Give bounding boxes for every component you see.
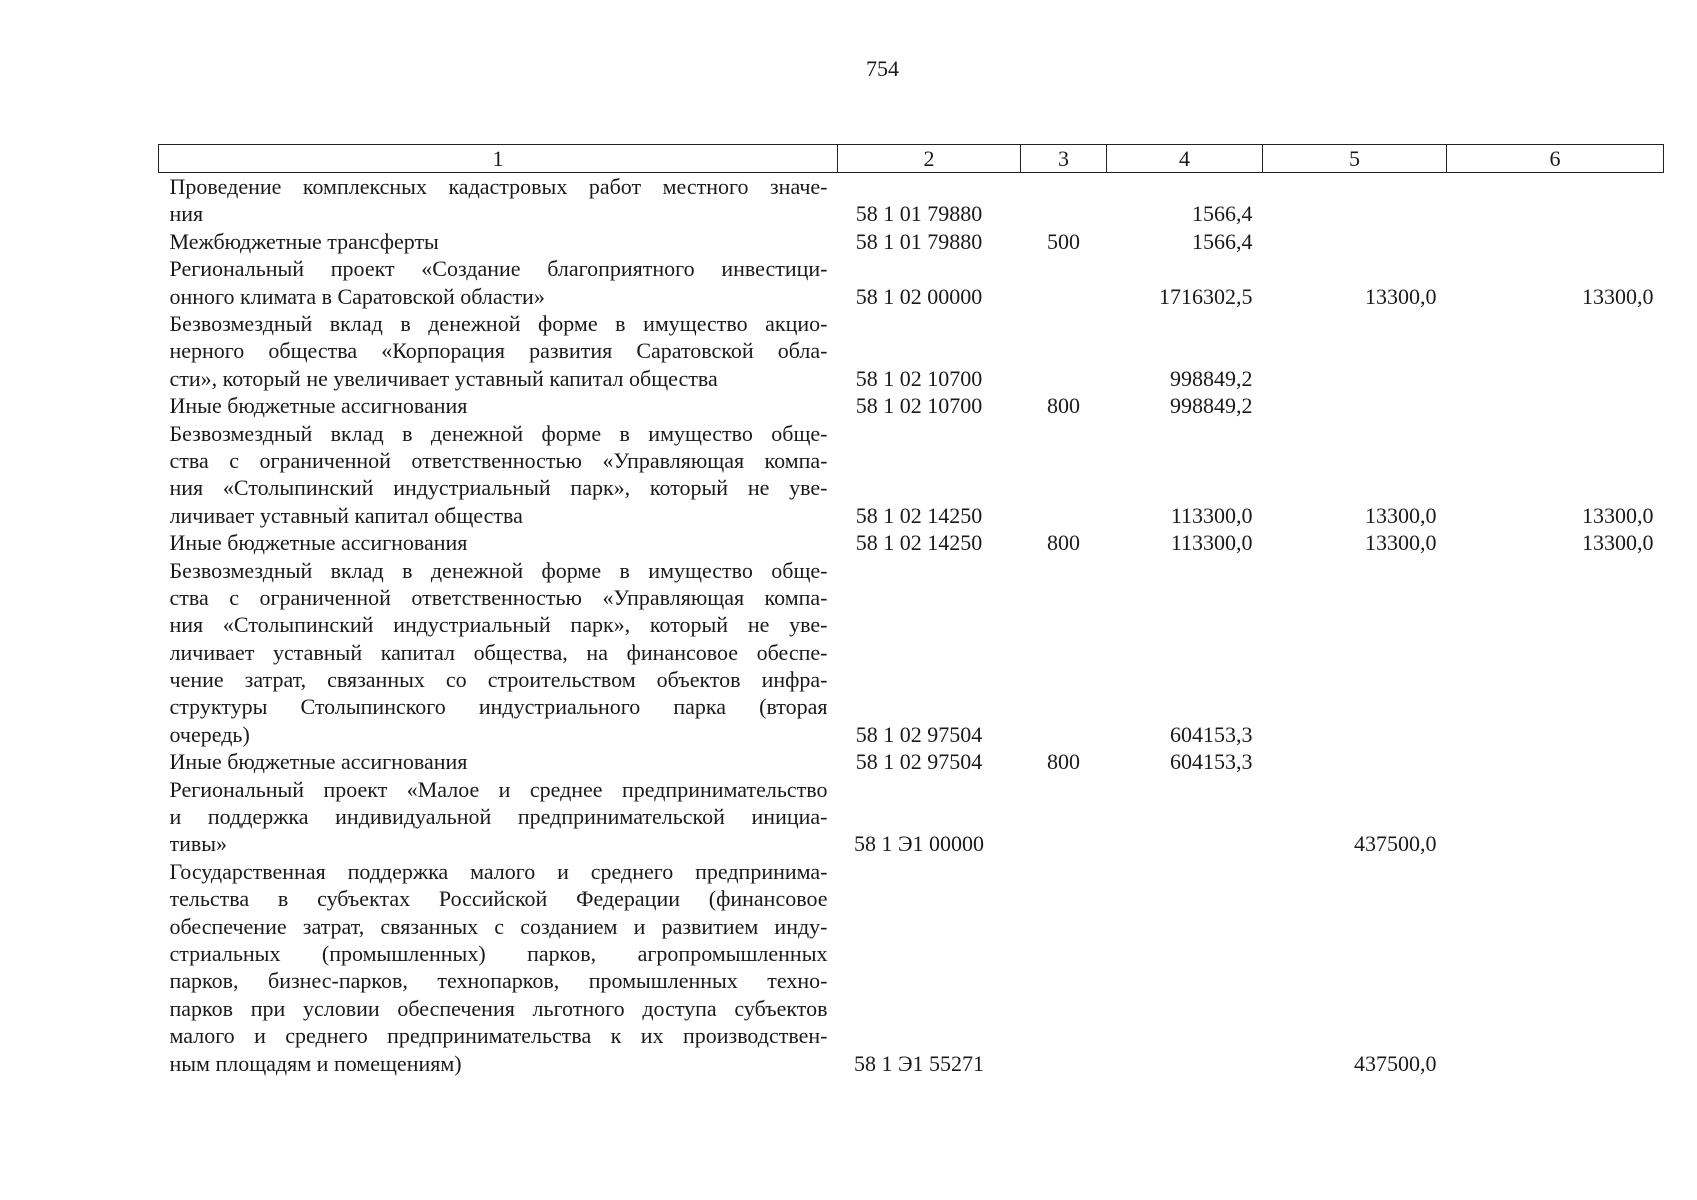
row-value-col6: 13300,0	[1582, 530, 1654, 556]
row-name-cell	[159, 529, 838, 556]
row-value-col6	[1447, 557, 1664, 749]
row-type-cell	[1021, 776, 1107, 858]
row-name-line: Региональный проект «Малое и среднее предпринимательство	[169, 776, 828, 802]
row-value-col4: 604153,3	[1170, 749, 1253, 775]
row-name-line: Иные бюджетные ассигнования	[169, 749, 468, 775]
row-name-line: очередь)	[169, 721, 250, 747]
row-name-line: Проведение комплексных кадастровых работ местного значе-	[169, 174, 828, 199]
row-name-line: Безвозмездный вклад в денежной форме в имущество обще-	[169, 420, 828, 446]
row-type-cell: 800	[1047, 393, 1080, 419]
row-value-col4: 998849,2	[1170, 393, 1253, 419]
row-name-line: личивает уставный капитал общества, на финансовое обеспе-	[169, 639, 828, 665]
row-code-cell: 58 1 Э1 00000	[853, 831, 985, 857]
row-name-line: Иные бюджетные ассигнования	[169, 393, 468, 419]
row-type-cell: 800	[1047, 749, 1080, 775]
row-type-cell: 500	[1047, 228, 1080, 254]
row-value-col5	[1263, 557, 1447, 749]
row-name-line: парков, бизнес-парков, технопарков, промышленных техно-	[169, 968, 828, 994]
table-row	[159, 392, 1664, 419]
page-number: 754	[866, 56, 899, 81]
row-type-cell	[1021, 173, 1107, 228]
row-name-line: ния	[169, 201, 204, 227]
row-value-col5	[1263, 173, 1447, 228]
row-code-cell: 58 1 02 97504	[855, 749, 983, 775]
row-name-line: ства с ограниченной ответственностью «Управляющая компа-	[169, 584, 828, 610]
row-value-col4: 1566,4	[1192, 201, 1253, 227]
row-name-line: ным площадям и помещениям)	[169, 1050, 462, 1076]
row-name-line: чение затрат, связанных со строительством объектов инфра-	[169, 667, 828, 693]
row-value-col4	[1107, 776, 1263, 858]
row-name-line: сти», который не увеличивает уставный капитал общества	[169, 365, 718, 391]
table-row	[159, 748, 1664, 775]
row-name-cell	[159, 557, 838, 749]
row-value-col6	[1447, 228, 1664, 255]
table-row	[159, 529, 1664, 556]
row-name-cell	[159, 420, 838, 530]
row-name-line: Государственная поддержка малого и среднего предпринима-	[169, 858, 828, 884]
row-name-line: парков при условии обеспечения льготного доступа субъектов	[169, 995, 828, 1021]
table-row	[159, 310, 1664, 392]
row-code-cell: 58 1 01 79880	[855, 201, 983, 227]
row-code-cell: 58 1 02 14250	[855, 502, 983, 528]
row-value-col6: 13300,0	[1582, 502, 1654, 528]
row-value-col4	[1107, 858, 1263, 1077]
row-value-col6	[1447, 776, 1664, 858]
row-value-col6	[1447, 748, 1664, 775]
row-name-cell	[159, 310, 838, 392]
row-name-line: структуры Столыпинского индустриального парка (вторая	[169, 694, 828, 720]
column-header-2: 2	[838, 145, 1021, 173]
row-value-col4: 604153,3	[1170, 721, 1253, 747]
row-type-cell	[1021, 858, 1107, 1077]
row-value-col5: 437500,0	[1354, 831, 1437, 857]
row-code-cell: 58 1 02 97504	[855, 721, 983, 747]
table-header-row	[159, 145, 1664, 173]
row-value-col4: 113300,0	[1170, 530, 1253, 556]
row-value-col5	[1263, 310, 1447, 392]
row-code-cell: 58 1 02 10700	[855, 365, 983, 391]
row-code-cell: 58 1 01 79880	[855, 228, 983, 254]
row-value-col5: 13300,0	[1365, 283, 1437, 309]
row-name-cell	[159, 392, 838, 419]
row-value-col5	[1263, 228, 1447, 255]
row-name-line: ства с ограниченной ответственностью «Управляющая компа-	[169, 447, 828, 473]
row-value-col5	[1263, 748, 1447, 775]
row-code-cell: 58 1 Э1 55271	[853, 1050, 985, 1076]
column-header-5: 5	[1263, 145, 1447, 173]
row-value-col6	[1447, 392, 1664, 419]
row-name-cell	[159, 228, 838, 255]
row-name-line: личивает уставный капитал общества	[169, 502, 523, 528]
row-name-cell	[159, 173, 838, 228]
row-name-line: тивы»	[169, 831, 228, 857]
row-name-line: онного климата в Саратовской области»	[169, 283, 545, 309]
row-name-cell	[159, 255, 838, 310]
row-value-col5: 13300,0	[1365, 502, 1437, 528]
row-name-line: Межбюджетные трансферты	[169, 228, 439, 254]
row-value-col4: 113300,0	[1170, 502, 1253, 528]
row-name-line: и поддержка индивидуальной предпринимательской инициа-	[169, 804, 828, 830]
row-name-line: малого и среднего предпринимательства к их производствен-	[169, 1023, 828, 1049]
row-value-col4: 1566,4	[1192, 228, 1253, 254]
row-name-cell	[159, 748, 838, 775]
row-type-cell: 800	[1047, 530, 1080, 556]
table-row	[159, 557, 1664, 749]
row-name-line: Иные бюджетные ассигнования	[169, 530, 468, 556]
column-header-1: 1	[159, 145, 838, 173]
table-row	[159, 255, 1664, 310]
row-name-line: тельства в субъектах Российской Федерации (финансовое	[169, 886, 828, 912]
row-value-col5: 13300,0	[1365, 530, 1437, 556]
row-name-line: ния «Столыпинский индустриальный парк», который не уве-	[169, 475, 828, 501]
row-name-line: обеспечение затрат, связанных с созданием и развитием инду-	[169, 913, 828, 939]
budget-table	[158, 144, 1664, 1077]
row-name-line: Безвозмездный вклад в денежной форме в имущество акцио-	[169, 310, 828, 336]
row-name-line: Региональный проект «Создание благоприятного инвестици-	[169, 256, 828, 282]
row-value-col6	[1447, 310, 1664, 392]
row-value-col6: 13300,0	[1582, 283, 1654, 309]
column-header-4: 4	[1107, 145, 1263, 173]
row-value-col6	[1447, 173, 1664, 228]
table-row	[159, 776, 1664, 858]
row-value-col4: 1716302,5	[1159, 283, 1253, 309]
row-value-col5	[1263, 392, 1447, 419]
table-row	[159, 228, 1664, 255]
row-type-cell	[1021, 310, 1107, 392]
column-header-3: 3	[1021, 145, 1107, 173]
row-name-line: стриальных (промышленных) парков, агропромышленных	[169, 941, 828, 966]
table-row	[159, 420, 1664, 530]
row-type-cell	[1021, 420, 1107, 530]
row-name-line: ния «Столыпинский индустриальный парк», который не уве-	[169, 612, 828, 638]
row-value-col6	[1447, 858, 1664, 1077]
table-body	[159, 173, 1664, 1077]
row-code-cell: 58 1 02 14250	[855, 530, 983, 556]
row-name-line: Безвозмездный вклад в денежной форме в имущество обще-	[169, 557, 828, 583]
row-name-cell	[159, 776, 838, 858]
row-code-cell: 58 1 02 10700	[855, 393, 983, 419]
row-value-col4: 998849,2	[1170, 365, 1253, 391]
table-row	[159, 173, 1664, 228]
row-name-cell	[159, 858, 838, 1077]
row-type-cell	[1021, 255, 1107, 310]
column-header-6: 6	[1447, 145, 1664, 173]
table-row	[159, 858, 1664, 1077]
row-type-cell	[1021, 557, 1107, 749]
row-value-col5: 437500,0	[1354, 1050, 1437, 1076]
row-code-cell: 58 1 02 00000	[855, 283, 983, 309]
row-name-line: нерного общества «Корпорация развития Саратовской обла-	[169, 338, 828, 364]
